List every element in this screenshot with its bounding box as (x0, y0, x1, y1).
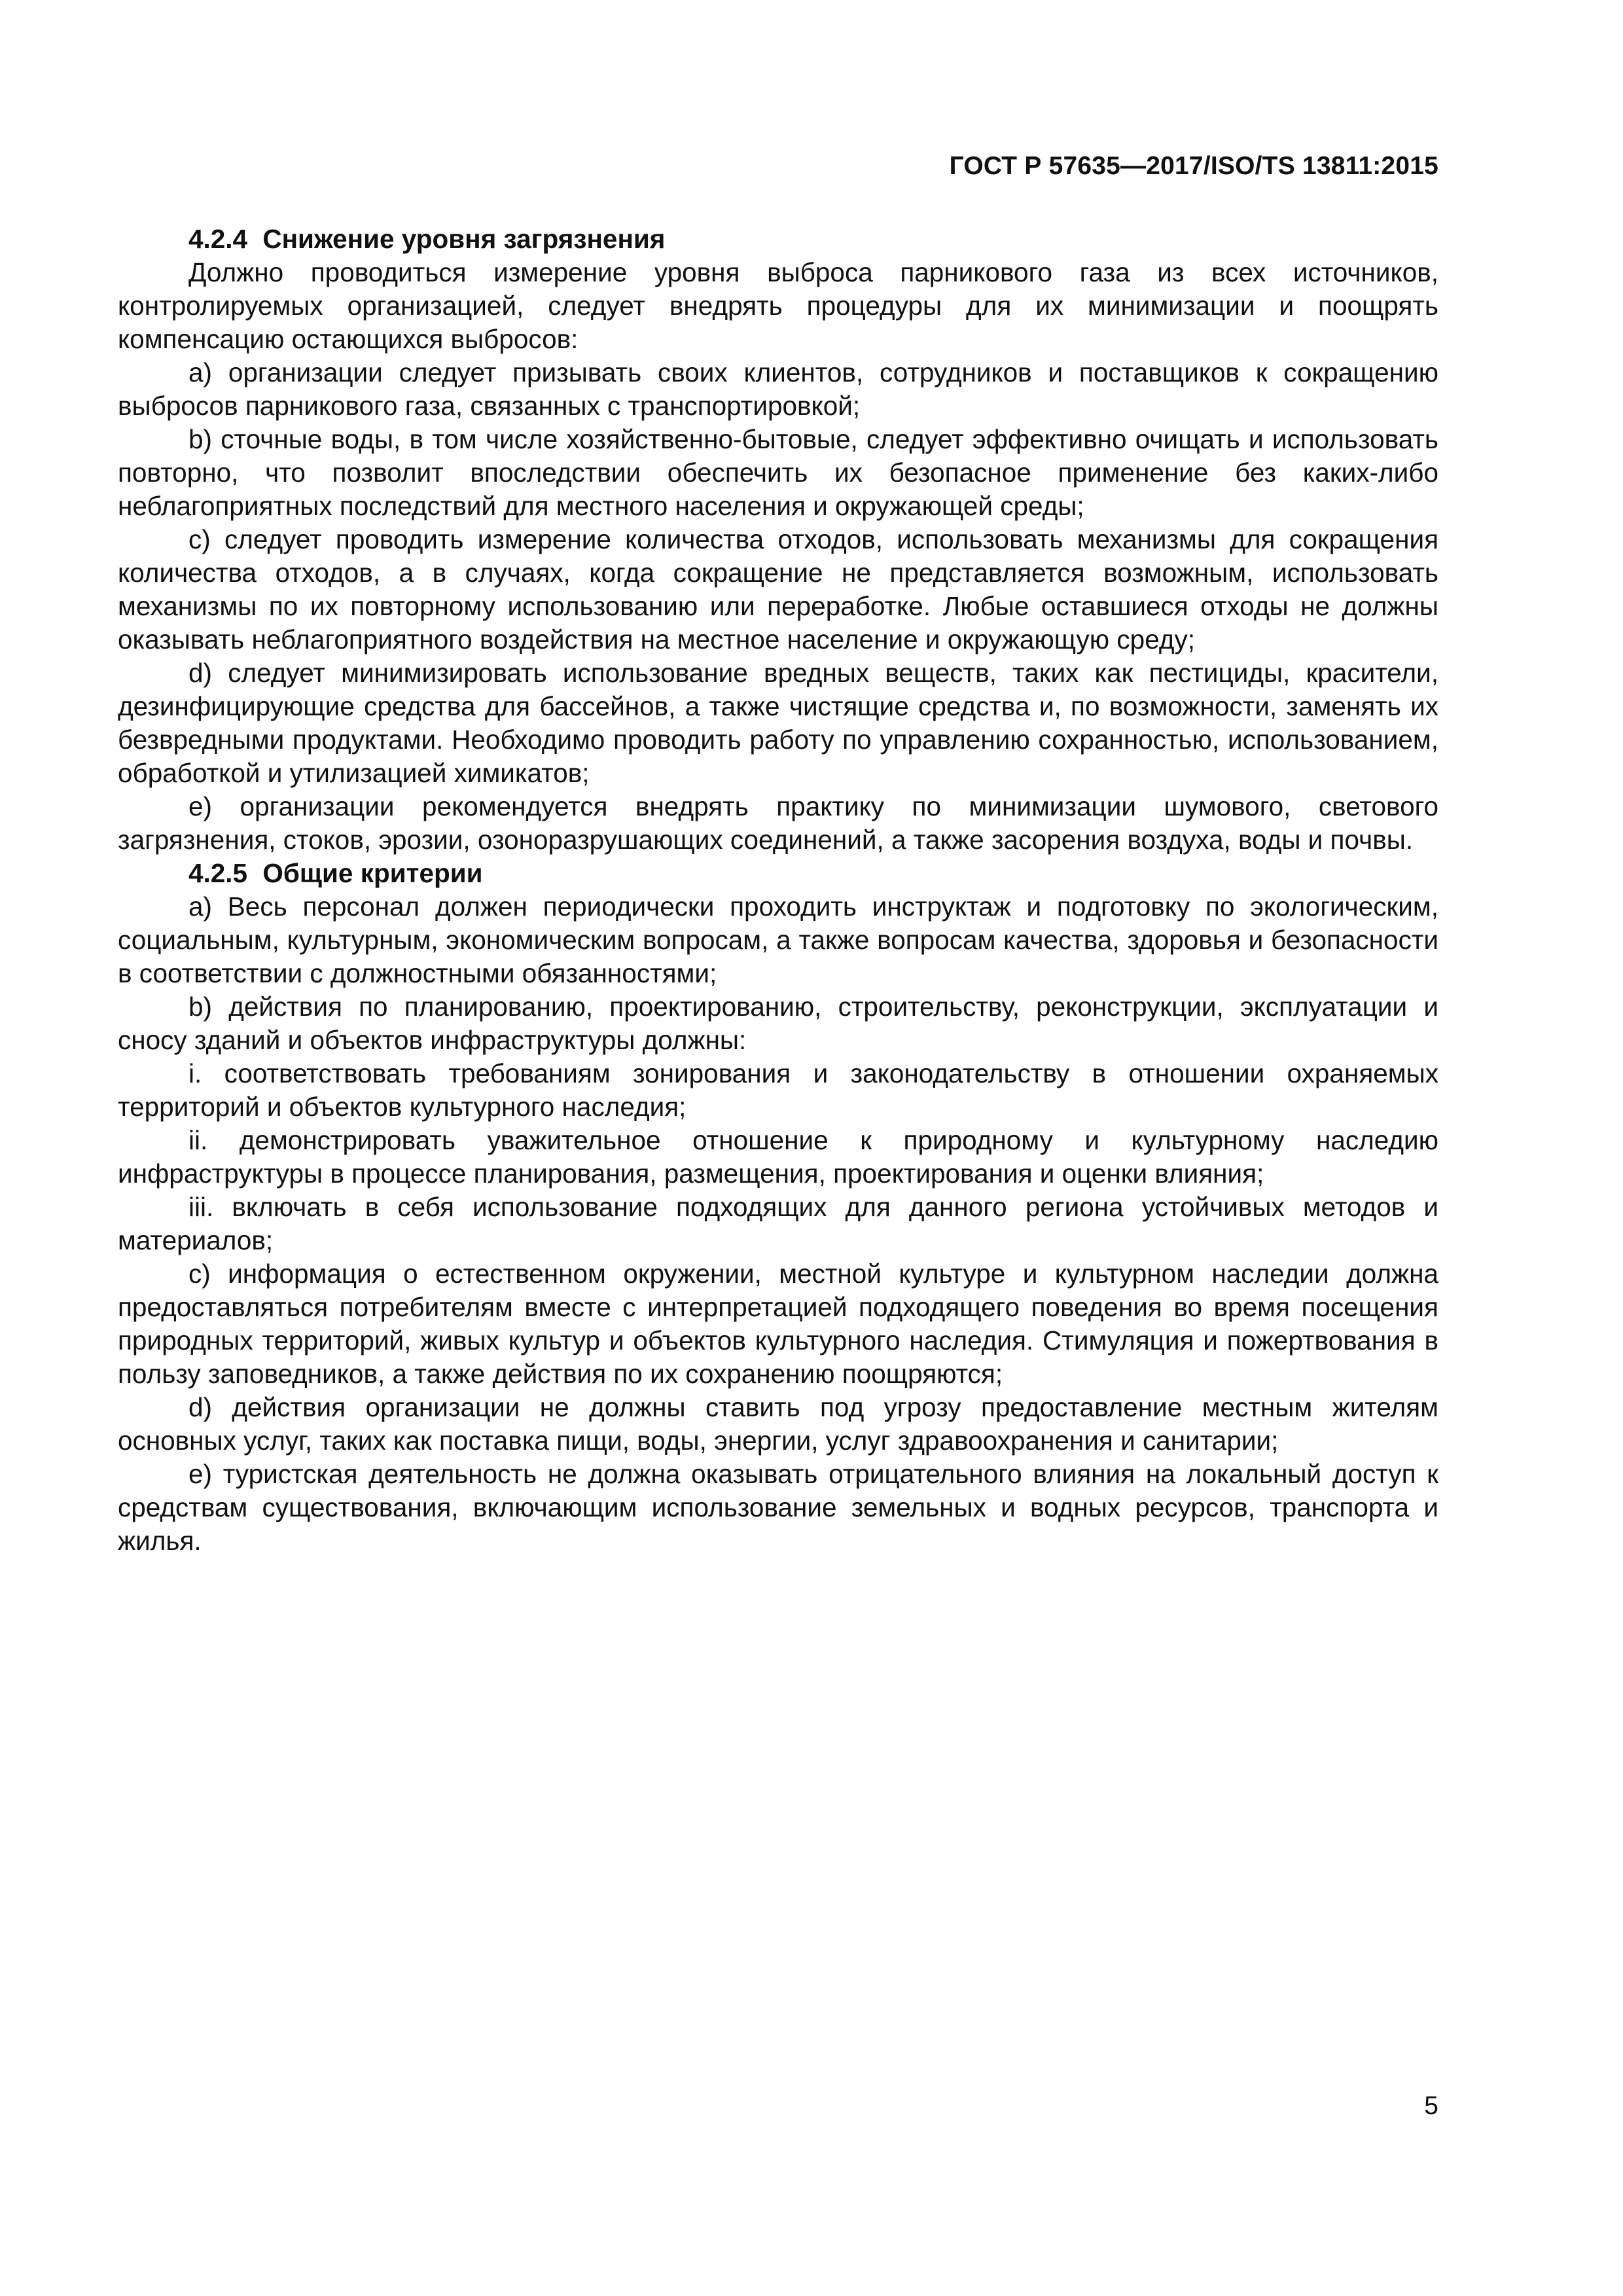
document-body (118, 223, 1438, 1558)
section-title: Снижение уровня загрязнения (262, 224, 666, 254)
section-number: 4.2.4 (188, 224, 248, 254)
section-heading-4-2-4 (118, 223, 1438, 256)
sub-item-i: i. соответствовать требованиям зонирования и законодательству в отношении охраняемых территорий и объектов культурного наследия; (118, 1058, 1438, 1122)
sub-item-iii: iii. включать в себя использование подходящих для данного региона устойчивых методов и материалов; (118, 1192, 1438, 1255)
list-item-b: b) сточные воды, в том числе хозяйственно-бытовые, следует эффективно очищать и использовать повторно, что позволит впоследствии обеспечить их безопасное применение без каких-либо неблагоприятных последствий для местного населения и окружающей среды; (118, 424, 1438, 521)
section-title: Общие критерии (262, 858, 483, 888)
list-item-e: e) туристская деятельность не должна оказывать отрицательного влияния на локальный доступ к средствам существования, включающим использование земельных и водных ресурсов, транспорта и жилья. (118, 1459, 1438, 1556)
document-header-code: ГОСТ Р 57635—2017/ISO/TS 13811:2015 (949, 152, 1438, 180)
section-intro-paragraph: Должно проводиться измерение уровня выброса парникового газа из всех источников, контролируемых организацией, следует внедрять процедуры для их минимизации и поощрять компенсацию остающихся выбросов: (118, 257, 1438, 354)
sub-item-ii: ii. демонстрировать уважительное отношение к природному и культурному наследию инфраструктуры в процессе планирования, размещения, проектирования и оценки влияния; (118, 1125, 1438, 1189)
list-item-c: c) информация о естественном окружении, местной культуре и культурном наследии должна предоставляться потребителям вместе с интерпретацией подходящего поведения во время посещения природных территорий, живых культур и объектов культурного наследия. Стимуляция и пожертвования в пользу заповедников, а также действия по их сохранению поощряются; (118, 1259, 1438, 1389)
list-item-c: c) следует проводить измерение количества отходов, использовать механизмы для сокращения количества отходов, а в случаях, когда сокращение не представляется возможным, использовать механизмы по их повторному использованию или переработке. Любые оставшиеся отходы не должны оказывать неблагоприятного воздействия на местное население и окружающую среду; (118, 524, 1438, 655)
list-item-a: a) организации следует призывать своих клиентов, сотрудников и поставщиков к сокращению выбросов парникового газа, связанных с транспортировкой; (118, 357, 1438, 421)
list-item-a: a) Весь персонал должен периодически проходить инструктаж и подготовку по экологическим, социальным, культурным, экономическим вопросам, а также вопросам качества, здоровья и безопасности в соответствии с должностными обязанностями; (118, 891, 1438, 988)
page-number: 5 (1424, 2092, 1438, 2120)
list-item-d: d) действия организации не должны ставить под угрозу предоставление местным жителям основных услуг, таких как поставка пищи, воды, энергии, услуг здравоохранения и санитарии; (118, 1392, 1438, 1456)
list-item-d: d) следует минимизировать использование вредных веществ, таких как пестициды, красители, дезинфицирующие средства для бассейнов, а также чистящие средства и, по возможности, заменять их безвредными продуктами. Необходимо проводить работу по управлению сохранностью, использованием, обработкой и утилизацией химикатов; (118, 658, 1438, 788)
list-item-e: e) организации рекомендуется внедрять практику по минимизации шумового, светового загрязнения, стоков, эрозии, озоноразрушающих соединений, а также засорения воздуха, воды и почвы. (118, 791, 1438, 855)
list-item-b: b) действия по планированию, проектированию, строительству, реконструкции, эксплуатации и сносу зданий и объектов инфраструктуры должны: (118, 992, 1438, 1055)
section-number: 4.2.5 (188, 858, 248, 888)
section-heading-4-2-5 (118, 857, 1438, 890)
